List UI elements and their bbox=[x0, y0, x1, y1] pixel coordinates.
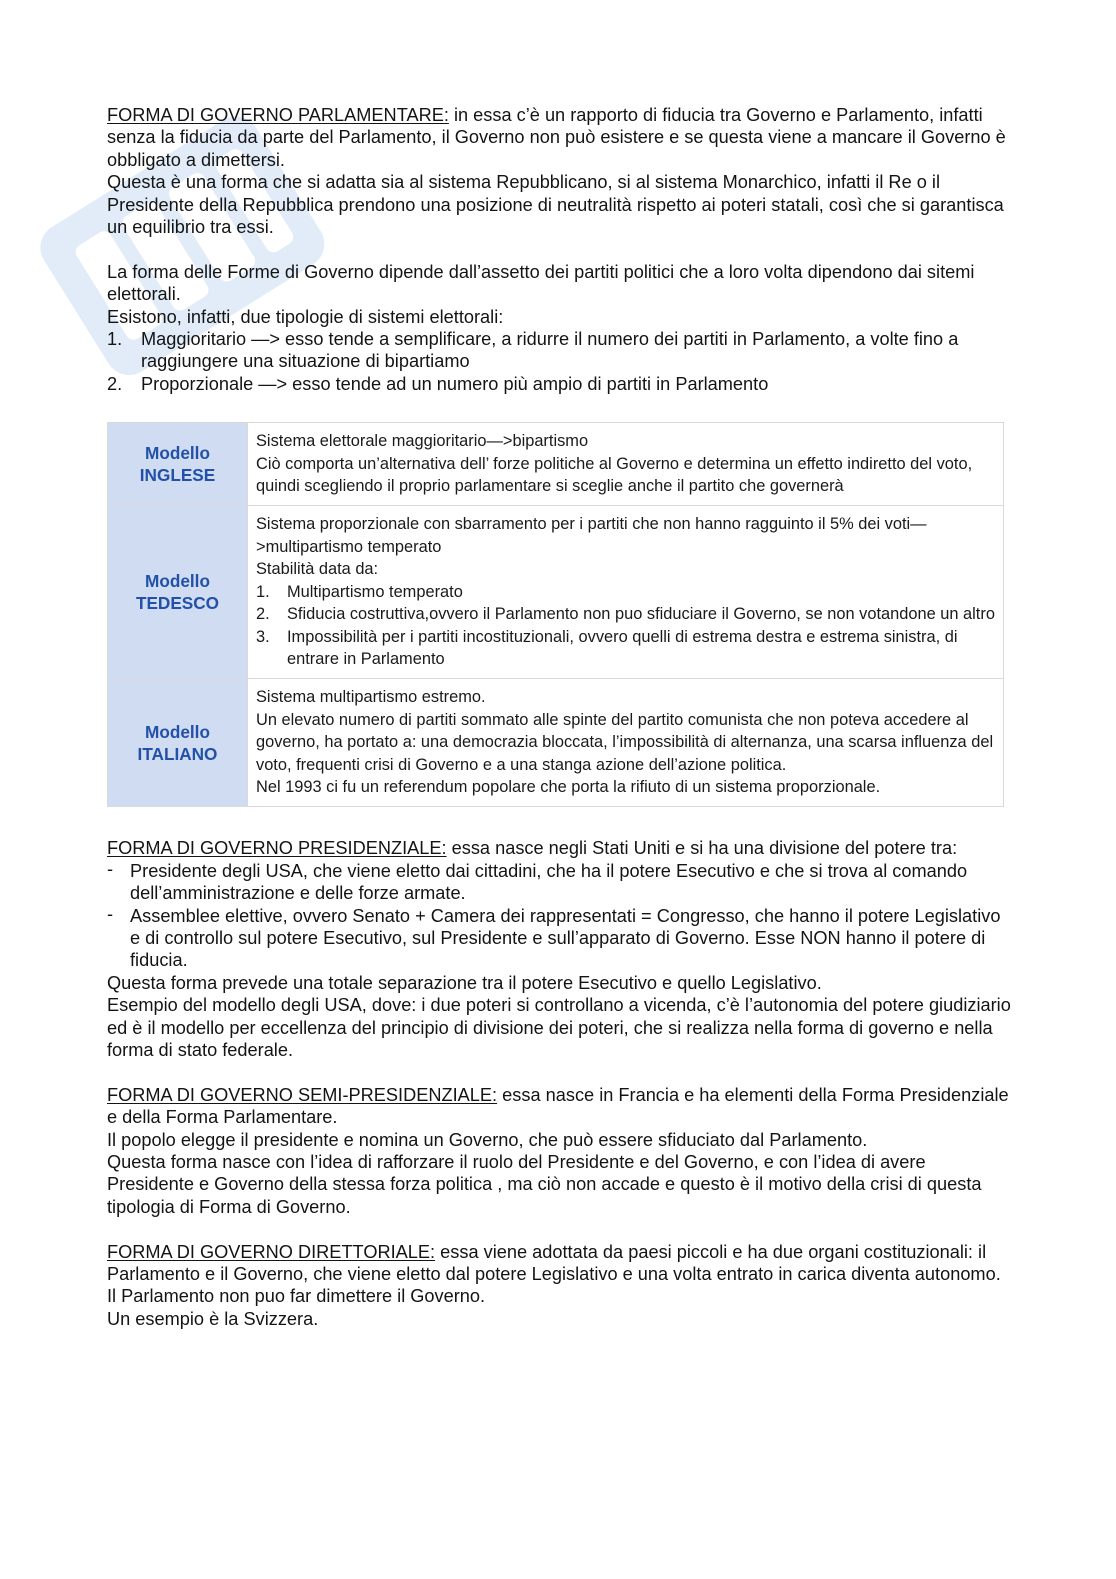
model-description: Sistema multipartismo estremo. Un elevato numero di partiti sommato alle spinte del partito comunista che non poteva accedere al governo, ha portato a: una democrazia bloccata, l’impossibilità di alternanza, una scarsa influenza del voto, frequenti crisi di Governo e a una stanga azione dell’azione politica. Nel 1993 ci fu un referendum popolare che porta la rifiuto di un sistema proporzionale. bbox=[248, 679, 1004, 807]
paragraph: Esistono, infatti, due tipologie di sistemi elettorali: bbox=[107, 306, 504, 327]
paragraph: Questa è una forma che si adatta sia al sistema Repubblicano, si al sistema Monarchico, infatti il Re o il Presidente della Repubblica prendono una posizione di neutralità rispetto ai poteri statali, così che si garantisca un equilibrio tra essi. bbox=[107, 172, 1004, 238]
heading-semipresidenziale: FORMA DI GOVERNO SEMI-PRESIDENZIALE: bbox=[107, 1084, 498, 1105]
list-item: 2. Sfiducia costruttiva,ovvero il Parlamento non puo sfiduciare il Governo, se non votandone un altro bbox=[256, 605, 995, 624]
paragraph: Questa forma nasce con l’idea di rafforzare il ruolo del Presidente e del Governo, e con l’idea di avere Presidente e Governo della stessa forza politica , ma ciò non accade e questo è il motivo della crisi di questa tipologia di Forma di Governo. bbox=[107, 1152, 982, 1217]
powers-list bbox=[107, 860, 1012, 972]
electoral-systems-list bbox=[107, 328, 1012, 395]
paragraph: Il popolo elegge il presidente e nomina un Governo, che può essere sfiduciato dal Parlamento. bbox=[107, 1129, 868, 1150]
model-description: Sistema elettorale maggioritario—>bipartismo Ciò comporta un’alternativa dell’ forze politiche al Governo e determina un effetto indiretto del voto, quindi scegliendo il proprio parlamentare si sceglie anche il partito che governerà bbox=[248, 423, 1004, 506]
model-label-tedesco: Modello TEDESCO bbox=[108, 506, 248, 679]
list-item: 1. Multipartismo temperato bbox=[256, 582, 463, 601]
models-table bbox=[107, 422, 1004, 807]
table-row bbox=[108, 679, 1004, 807]
list-item: 3. Impossibilità per i partiti incostituzionali, ovvero quelli di estrema destra e estrema sinistra, di entrare in Parlamento bbox=[256, 627, 958, 668]
model-label-italiano: Modello ITALIANO bbox=[108, 679, 248, 807]
paragraph: Questa forma prevede una totale separazione tra il potere Esecutivo e quello Legislativo. bbox=[107, 972, 822, 993]
stability-list bbox=[256, 581, 995, 671]
section-direttoriale-intro: FORMA DI GOVERNO DIRETTORIALE: essa viene adottata da paesi piccoli e ha due organi costituzionali: il Parlamento e il Governo, che viene eletto dal potere Legislativo e una volta entrato in carica diventa autonomo. bbox=[107, 1241, 1001, 1285]
paragraph: Il Parlamento non puo far dimettere il Governo. bbox=[107, 1286, 486, 1307]
paragraph: Esempio del modello degli USA, dove: i due poteri si controllano a vicenda, c’è l’autonomia del potere giudiziario ed è il modello per eccellenza del principio di divisione dei poteri, che si realizza nella forma di governo e nella forma di stato federale. bbox=[107, 995, 1011, 1061]
section-semipresidenziale-intro: FORMA DI GOVERNO SEMI-PRESIDENZIALE: essa nasce in Francia e ha elementi della Forma Presidenziale e della Forma Parlamentare. bbox=[107, 1084, 1009, 1128]
section-parlamentare-intro: FORMA DI GOVERNO PARLAMENTARE: in essa c’è un rapporto di fiducia tra Governo e Parlamento, infatti senza la fiducia da parte del Parlamento, il Governo non può esistere e se questa viene a mancare il Governo è obbligato a dimettersi. bbox=[107, 105, 1006, 170]
section-presidenziale-intro: FORMA DI GOVERNO PRESIDENZIALE: essa nasce negli Stati Uniti e si ha una divisione del potere tra: bbox=[107, 838, 958, 859]
list-item: 2. Proporzionale —> esso tende ad un numero più ampio di partiti in Parlamento bbox=[107, 373, 769, 394]
heading-presidenziale: FORMA DI GOVERNO PRESIDENZIALE: bbox=[107, 838, 447, 859]
model-label-inglese: Modello INGLESE bbox=[108, 423, 248, 506]
paragraph: La forma delle Forme di Governo dipende dall’assetto dei partiti politici che a loro volta dipendono dai sitemi elettorali. bbox=[107, 261, 975, 305]
list-item: - Assemblee elettive, ovvero Senato + Camera dei rappresentati = Congresso, che hanno il potere Legislativo e di controllo sul potere Esecutivo, sul Presidente e sull’apparato di Governo. Esse NON hanno il potere di fiducia. bbox=[107, 903, 1001, 971]
list-item: 1. Maggioritario —> esso tende a semplificare, a ridurre il numero dei partiti in Parlamento, a volte fino a raggiungere una situazione di bipartiamo bbox=[107, 329, 959, 372]
heading-direttoriale: FORMA DI GOVERNO DIRETTORIALE: bbox=[107, 1241, 436, 1262]
table-row bbox=[108, 423, 1004, 506]
document-page bbox=[107, 104, 1012, 1330]
list-item: - Presidente degli USA, che viene eletto dai cittadini, che ha il potere Esecutivo e che si trova al comando dell’amministrazione e delle forze armate. bbox=[107, 858, 968, 904]
table-row bbox=[108, 506, 1004, 679]
paragraph: Un esempio è la Svizzera. bbox=[107, 1308, 319, 1329]
heading-parlamentare: FORMA DI GOVERNO PARLAMENTARE: bbox=[107, 105, 449, 125]
model-description: Sistema proporzionale con sbarramento per i partiti che non hanno ragguinto il 5% dei voti—>multipartismo temperato Stabilità data da: 1. Multipartismo temperato 2. Sfiducia costruttiva,ovvero il Parlamento non puo sfiduciare il Governo, se non votandone un altro 3. Impossibilità per i partiti incostituzionali, ovvero quelli di estrema destra e estrema sinistra, di entrare in Parlamento bbox=[248, 506, 1004, 679]
